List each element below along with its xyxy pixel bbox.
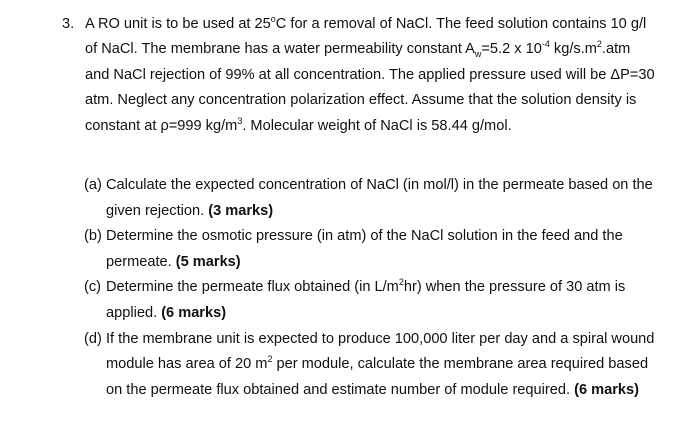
part-text xyxy=(106,275,684,326)
part-label: (c) xyxy=(84,279,102,296)
question-part xyxy=(84,224,684,275)
part-line: permeate. (5 marks) xyxy=(106,253,241,270)
question-number: 3. xyxy=(62,16,75,32)
marks-label: (3 marks) xyxy=(208,202,274,219)
part-line: on the permeate flux obtained and estimate number of module required. (6 marks) xyxy=(106,381,640,398)
question-intro xyxy=(85,12,675,139)
part-line: Calculate the expected concentration of NaCl (in mol/l) in the permeate based on the xyxy=(106,177,653,193)
intro-line: atm. Neglect any concentration polarization effect. Assume that the solution density is xyxy=(85,92,637,109)
part-line: Determine the osmotic pressure (in atm) of the NaCl solution in the feed and the xyxy=(106,228,623,245)
intro-line: constant at ρ=999 $kg/m^3$. Molecular weight of NaCl is 58.44 g/mol. xyxy=(85,115,512,134)
part-text xyxy=(106,224,684,275)
question-parts xyxy=(84,173,684,403)
part-label: (d) xyxy=(84,330,102,347)
intro-line: A RO unit is to be used at 25$^o$C for a removal of NaCl. The feed solution contains 10 g/l xyxy=(85,14,647,32)
part-line: Determine the permeate flux obtained (in $L/m^2hr$) when the pressure of 30 atm is xyxy=(106,277,626,296)
question-part xyxy=(84,327,684,404)
part-line: module has area of 20 $m^2$ per module, calculate the membrane area required based xyxy=(106,354,649,373)
marks-label: (5 marks) xyxy=(175,253,241,270)
part-line: applied. (6 marks) xyxy=(106,304,227,321)
question-part xyxy=(84,173,684,224)
marks-label: (6 marks) xyxy=(161,304,227,321)
part-line: If the membrane unit is expected to produce 100,000 liter per day and a spiral wound xyxy=(106,330,655,347)
part-label: (b) xyxy=(84,228,102,245)
part-line: given rejection. (3 marks) xyxy=(106,202,274,219)
intro-line: of NaCl. The membrane has a water permeability constant $A_w=5.2$ x $10^{-4}$ $kg/s.m^2.atm$ xyxy=(85,39,631,60)
question-part xyxy=(84,275,684,326)
part-text xyxy=(106,327,684,404)
part-text xyxy=(106,173,684,224)
part-label: (a) xyxy=(84,177,102,193)
intro-line: and NaCl rejection of 99% at all concentration. The applied pressure used will be ΔP=30 xyxy=(85,66,655,83)
marks-label: (6 marks) xyxy=(574,381,640,398)
